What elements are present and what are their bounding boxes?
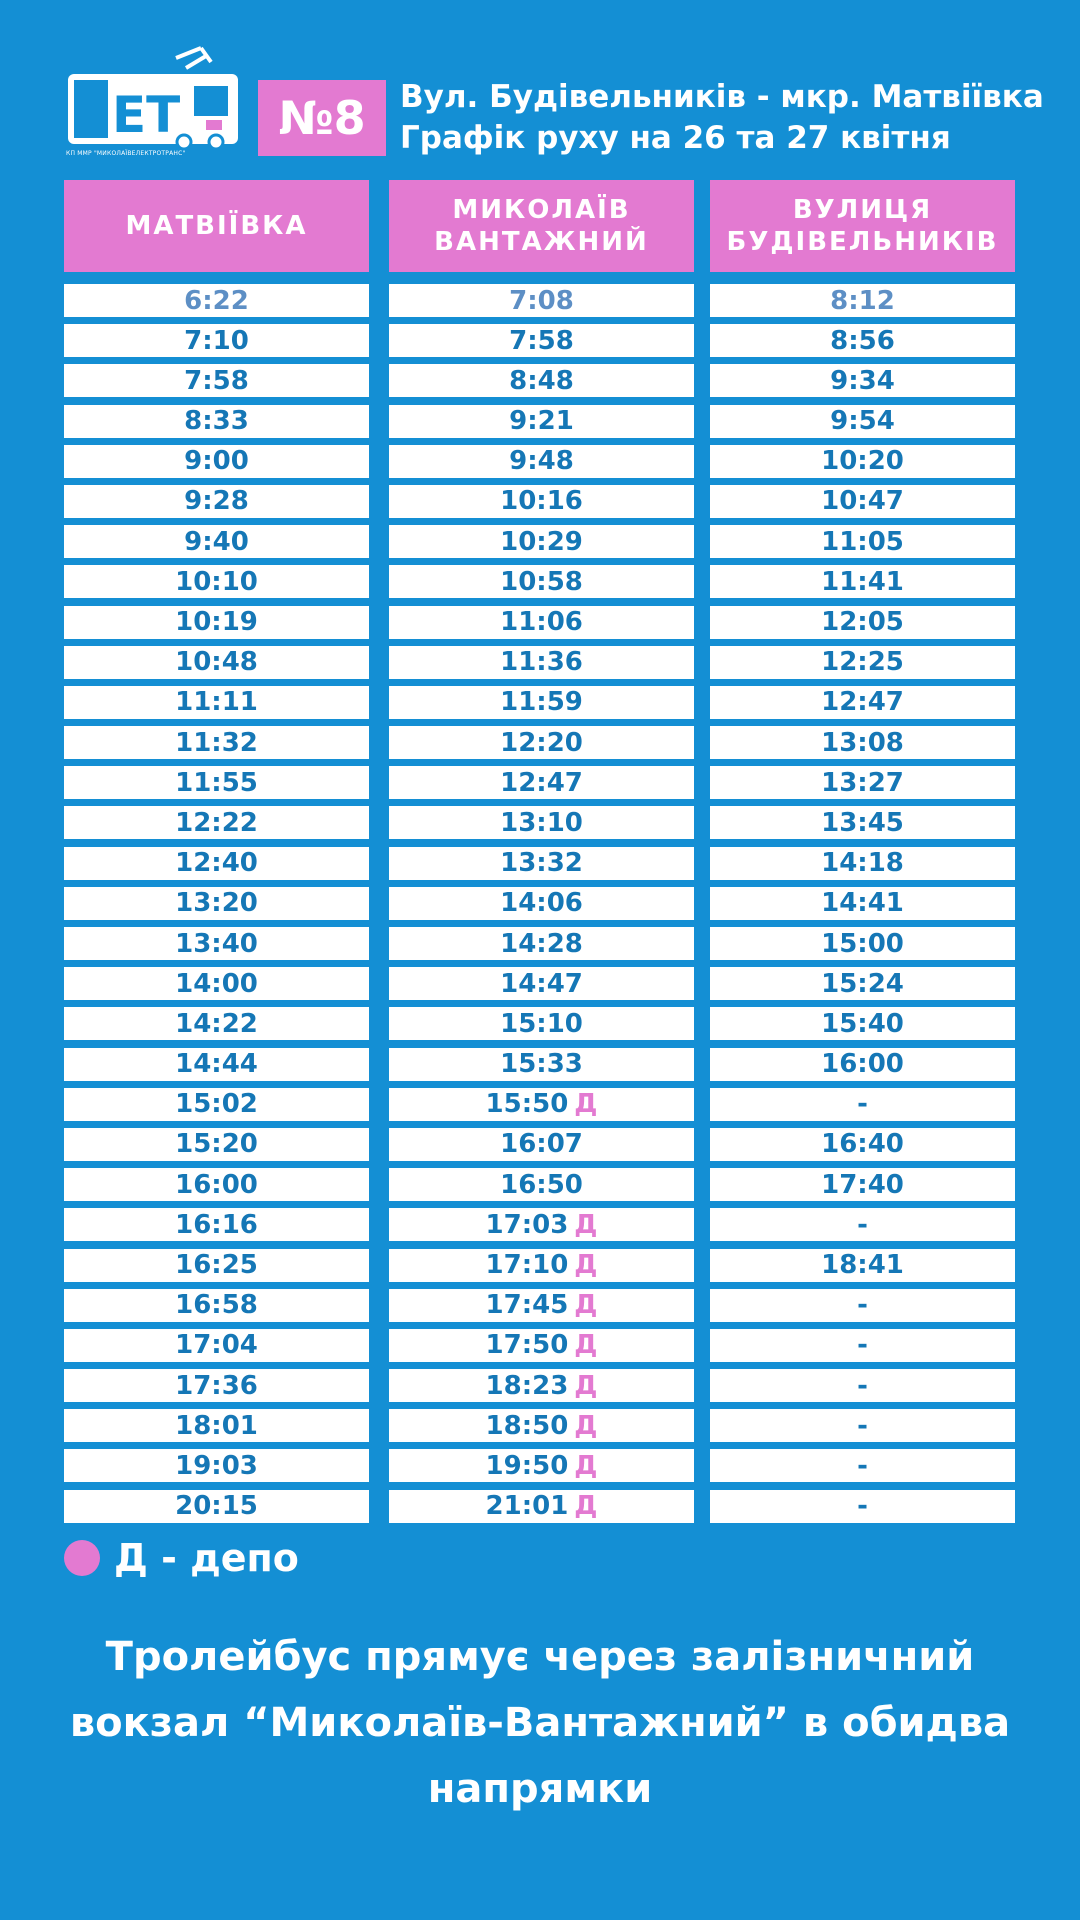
time-cell (710, 1409, 1015, 1442)
time-cell (710, 967, 1015, 1000)
depot-mark: Д (574, 1209, 598, 1240)
time-cell (710, 606, 1015, 639)
departure-time: 13:20 (175, 888, 258, 919)
departure-time: 13:45 (821, 807, 904, 838)
departure-time: 14:18 (821, 848, 904, 879)
time-cell (389, 1409, 694, 1442)
time-cell (389, 1289, 694, 1322)
departure-time: 9:54 (830, 406, 895, 437)
departure-time: 13:10 (500, 807, 583, 838)
time-cell (389, 1088, 694, 1121)
time-cell (389, 445, 694, 478)
time-list (389, 284, 694, 1523)
header (0, 0, 1080, 170)
departure-time: 11:05 (821, 526, 904, 557)
time-cell (64, 1088, 369, 1121)
departure-time: 19:50 (485, 1450, 569, 1481)
departure-time: - (857, 1290, 868, 1321)
schedule-dates: Графік руху на 26 та 27 квітня (400, 120, 951, 156)
departure-time: 21:01 (485, 1491, 569, 1522)
departure-time: 15:02 (175, 1089, 258, 1120)
departure-time: 17:40 (821, 1169, 904, 1200)
time-cell (64, 726, 369, 759)
departure-time: 18:50 (485, 1410, 569, 1441)
route-number-badge: №8 (258, 80, 386, 156)
departure-time: 8:48 (509, 365, 574, 396)
time-cell (64, 806, 369, 839)
time-cell (64, 847, 369, 880)
departure-time: 15:33 (500, 1049, 583, 1080)
time-cell (389, 806, 694, 839)
departure-time: 14:28 (500, 928, 583, 959)
departure-time: 14:44 (175, 1049, 258, 1080)
depot-mark: Д (574, 1330, 598, 1361)
time-cell (64, 686, 369, 719)
departure-time: 16:00 (175, 1169, 258, 1200)
departure-time: 12:40 (175, 848, 258, 879)
departure-time: - (857, 1450, 868, 1481)
departure-time: 15:40 (821, 1008, 904, 1039)
departure-time: - (857, 1330, 868, 1361)
column-header: ВУЛИЦЯ БУДІВЕЛЬНИКІВ (710, 180, 1015, 272)
departure-time: 9:40 (184, 526, 249, 557)
departure-time: - (857, 1410, 868, 1441)
time-cell (64, 766, 369, 799)
time-cell (389, 1208, 694, 1241)
time-cell (389, 1329, 694, 1362)
departure-time: 6:22 (184, 285, 249, 316)
departure-time: 10:58 (500, 566, 583, 597)
time-cell (64, 1128, 369, 1161)
departure-time: 12:47 (821, 687, 904, 718)
time-cell (710, 1369, 1015, 1402)
departure-time: 7:10 (184, 325, 249, 356)
departure-time: 15:24 (821, 968, 904, 999)
time-cell (389, 485, 694, 518)
time-cell (710, 847, 1015, 880)
departure-time: 12:20 (500, 727, 583, 758)
time-cell (710, 887, 1015, 920)
time-list (64, 284, 369, 1523)
time-cell (710, 565, 1015, 598)
departure-time: 14:47 (500, 968, 583, 999)
time-cell (389, 324, 694, 357)
time-list (710, 284, 1015, 1523)
time-cell (64, 284, 369, 317)
departure-time: 10:20 (821, 446, 904, 477)
time-cell (389, 284, 694, 317)
legend (64, 1538, 299, 1578)
departure-time: 16:25 (175, 1250, 258, 1280)
time-cell (389, 927, 694, 960)
time-cell (710, 1208, 1015, 1241)
depot-mark: Д (574, 1450, 598, 1481)
departure-time: 16:50 (500, 1169, 583, 1200)
time-cell (389, 726, 694, 759)
time-cell (389, 1369, 694, 1402)
departure-time: 13:32 (500, 848, 583, 879)
time-cell (64, 1329, 369, 1362)
route-note: Тролейбус прямує через залізничний вокзал “Миколаїв-Вантажний” в обидва напрямки (69, 1634, 1011, 1812)
route-name: Вул. Будівельників - мкр. Матвіївка (400, 79, 1044, 115)
time-cell (389, 686, 694, 719)
time-cell (64, 565, 369, 598)
time-cell (389, 766, 694, 799)
time-cell (710, 1249, 1015, 1282)
time-cell (389, 1007, 694, 1040)
time-cell (64, 445, 369, 478)
time-cell (389, 1128, 694, 1161)
departure-time: 13:27 (821, 767, 904, 798)
logo-text: ЕТ (112, 86, 181, 144)
depot-mark: Д (574, 1410, 598, 1441)
time-cell (64, 525, 369, 558)
departure-time: 8:56 (830, 325, 895, 356)
departure-time: 17:04 (175, 1330, 258, 1361)
time-cell (64, 887, 369, 920)
time-cell (64, 485, 369, 518)
time-cell (389, 1168, 694, 1201)
time-cell (710, 1329, 1015, 1362)
depot-mark: Д (574, 1491, 598, 1522)
depot-mark: Д (574, 1290, 598, 1321)
departure-time: 11:59 (500, 687, 583, 718)
departure-time: 12:22 (175, 807, 258, 838)
departure-time: 16:58 (175, 1290, 258, 1321)
time-cell (710, 1168, 1015, 1201)
trolleybus-logo-icon (66, 46, 246, 150)
departure-time: 12:05 (821, 607, 904, 637)
departure-time: 12:47 (500, 767, 583, 798)
time-cell (64, 967, 369, 1000)
departure-time: 13:40 (175, 928, 258, 959)
time-cell (710, 405, 1015, 438)
departure-time: 14:06 (500, 888, 583, 919)
departure-time: 7:58 (509, 325, 574, 356)
time-cell (389, 405, 694, 438)
departure-time: 15:50 (485, 1089, 569, 1120)
departure-time: 16:40 (821, 1129, 904, 1160)
time-cell (64, 1208, 369, 1241)
departure-time: 8:12 (830, 285, 895, 316)
time-cell (64, 324, 369, 357)
time-cell (389, 565, 694, 598)
time-cell (64, 1007, 369, 1040)
time-cell (389, 887, 694, 920)
time-cell (710, 1007, 1015, 1040)
depot-mark: Д (574, 1250, 598, 1280)
departure-time: 9:48 (509, 446, 574, 477)
departure-time: 10:10 (175, 566, 258, 597)
time-cell (710, 1128, 1015, 1161)
depot-mark: Д (574, 1370, 598, 1401)
time-cell (710, 726, 1015, 759)
timetable (64, 180, 1014, 1522)
time-cell (389, 1449, 694, 1482)
departure-time: 10:19 (175, 607, 258, 637)
time-cell (64, 405, 369, 438)
departure-time: 16:00 (821, 1049, 904, 1080)
column-vulytsia-budivelnykiv (710, 180, 1015, 1530)
time-cell (64, 1449, 369, 1482)
time-cell (389, 967, 694, 1000)
time-cell (389, 525, 694, 558)
time-cell (64, 1490, 369, 1523)
time-cell (710, 1289, 1015, 1322)
time-cell (710, 646, 1015, 679)
time-cell (64, 606, 369, 639)
departure-time: 8:33 (184, 406, 249, 437)
time-cell (710, 766, 1015, 799)
departure-time: 15:10 (500, 1008, 583, 1039)
logo-subtitle: КП ММР "МИКОЛАЇВЕЛЕКТРОТРАНС" (66, 150, 186, 157)
departure-time: 10:47 (821, 486, 904, 517)
departure-time: 18:01 (175, 1410, 258, 1441)
column-mykolaiv-vantazhnyi (389, 180, 694, 1530)
departure-time: 14:41 (821, 888, 904, 919)
time-cell (710, 324, 1015, 357)
time-cell (64, 1409, 369, 1442)
depot-mark: Д (574, 1089, 598, 1120)
time-cell (710, 1449, 1015, 1482)
departure-time: 7:58 (184, 365, 249, 396)
departure-time: - (857, 1209, 868, 1240)
time-cell (389, 364, 694, 397)
time-cell (710, 284, 1015, 317)
departure-time: 17:10 (485, 1250, 569, 1280)
time-cell (64, 1048, 369, 1081)
depot-dot-icon (64, 1540, 100, 1576)
departure-time: 9:28 (184, 486, 249, 517)
time-cell (64, 1289, 369, 1322)
time-cell (710, 1490, 1015, 1523)
time-cell (710, 927, 1015, 960)
departure-time: 17:03 (485, 1209, 569, 1240)
time-cell (64, 1168, 369, 1201)
departure-time: 11:32 (175, 727, 258, 758)
time-cell (389, 606, 694, 639)
time-cell (710, 1048, 1015, 1081)
departure-time: - (857, 1370, 868, 1401)
departure-time: 9:34 (830, 365, 895, 396)
departure-time: 14:22 (175, 1008, 258, 1039)
departure-time: 17:45 (485, 1290, 569, 1321)
departure-time: 15:20 (175, 1129, 258, 1160)
time-cell (710, 364, 1015, 397)
departure-time: 7:08 (509, 285, 574, 316)
time-cell (389, 646, 694, 679)
time-cell (64, 927, 369, 960)
legend-text: Д - депо (114, 1536, 299, 1580)
departure-time: 16:16 (175, 1209, 258, 1240)
column-header: МАТВІЇВКА (64, 180, 369, 272)
departure-time: 12:25 (821, 647, 904, 678)
departure-time: 17:50 (485, 1330, 569, 1361)
time-cell (710, 1088, 1015, 1121)
departure-time: 18:23 (485, 1370, 569, 1401)
column-header: МИКОЛАЇВ ВАНТАЖНИЙ (389, 180, 694, 272)
time-cell (64, 364, 369, 397)
met-logo (66, 46, 246, 156)
time-cell (710, 806, 1015, 839)
departure-time: - (857, 1089, 868, 1120)
departure-time: 11:06 (500, 607, 583, 637)
departure-time: 11:11 (175, 687, 258, 718)
time-cell (389, 1490, 694, 1523)
departure-time: - (857, 1491, 868, 1522)
departure-time: 10:29 (500, 526, 583, 557)
time-cell (710, 686, 1015, 719)
departure-time: 16:07 (500, 1129, 583, 1160)
departure-time: 18:41 (821, 1250, 904, 1280)
time-cell (710, 525, 1015, 558)
departure-time: 13:08 (821, 727, 904, 758)
departure-time: 11:36 (500, 647, 583, 678)
departure-time: 19:03 (175, 1450, 258, 1481)
departure-time: 9:00 (184, 446, 249, 477)
time-cell (64, 1369, 369, 1402)
time-cell (389, 1048, 694, 1081)
time-cell (710, 485, 1015, 518)
departure-time: 20:15 (175, 1491, 258, 1522)
route-title (400, 77, 1070, 159)
departure-time: 9:21 (509, 406, 574, 437)
time-cell (710, 445, 1015, 478)
column-matviivka (64, 180, 369, 1530)
time-cell (389, 1249, 694, 1282)
time-cell (64, 1249, 369, 1282)
departure-time: 15:00 (821, 928, 904, 959)
departure-time: 10:48 (175, 647, 258, 678)
time-cell (64, 646, 369, 679)
time-cell (389, 847, 694, 880)
departure-time: 11:41 (821, 566, 904, 597)
departure-time: 17:36 (175, 1370, 258, 1401)
departure-time: 10:16 (500, 486, 583, 517)
departure-time: 11:55 (175, 767, 258, 798)
departure-time: 14:00 (175, 968, 258, 999)
